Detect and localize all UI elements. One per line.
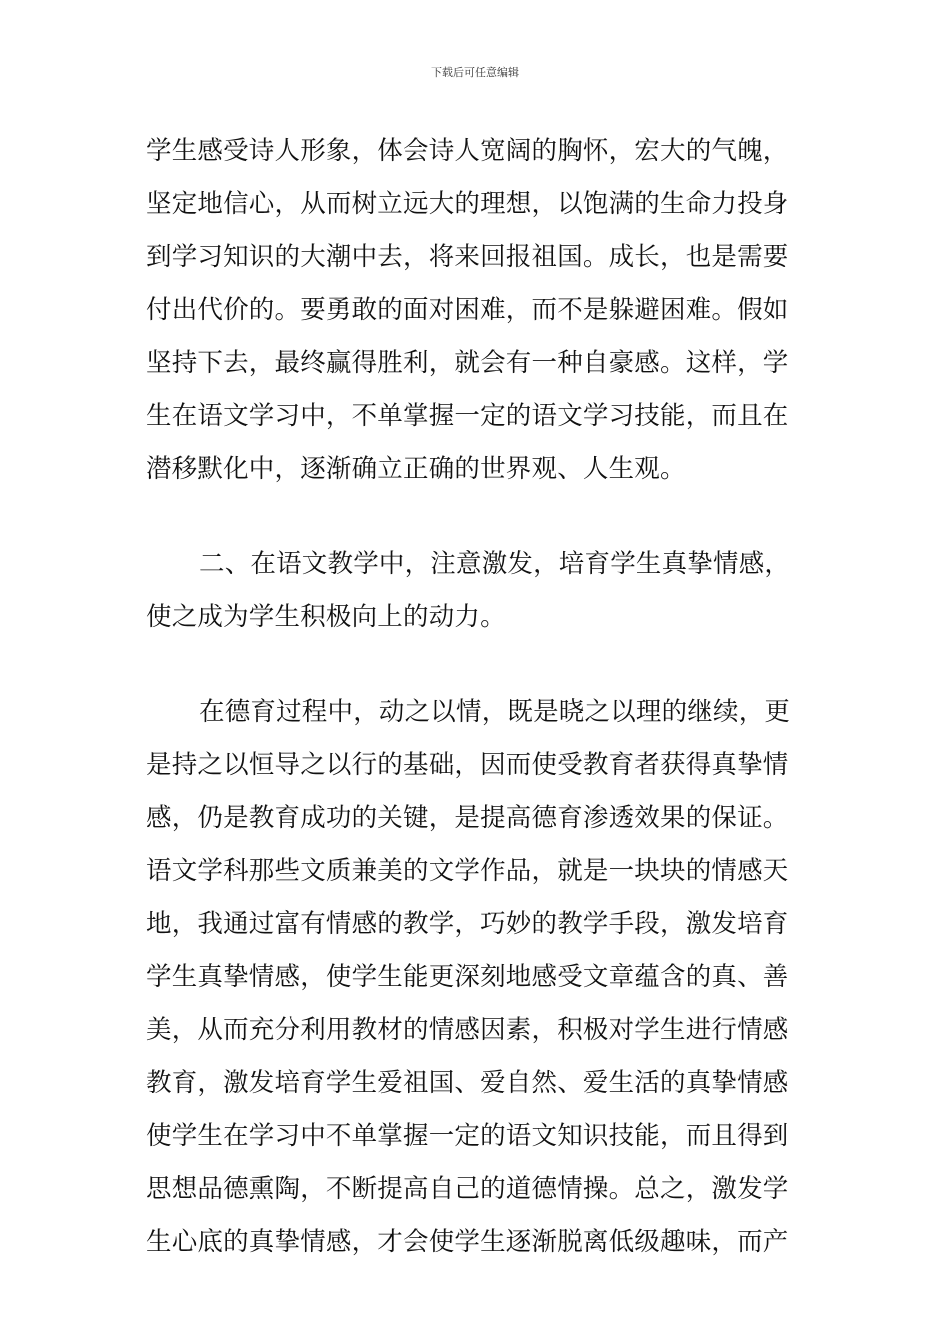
heading-line: 使之成为学生积极向上的动力。 <box>146 602 506 632</box>
text-line: 付出代价的。要勇敢的面对困难，而不是躲避困难。假如 <box>146 295 789 325</box>
text-line: 到学习知识的大潮中去，将来回报祖国。成长，也是需要 <box>146 242 789 272</box>
text-line: 是持之以恒导之以行的基础，因而使受教育者获得真挚情 <box>146 750 789 780</box>
text-line: 在德育过程中，动之以情，既是晓之以理的继续，更 <box>199 697 791 727</box>
text-line: 感，仍是教育成功的关键，是提高德育渗透效果的保证。 <box>146 803 789 833</box>
text-line: 坚定地信心，从而树立远大的理想，以饱满的生命力投身 <box>146 189 789 219</box>
paragraph-spacer <box>146 653 808 695</box>
text-line: 语文学科那些文质兼美的文学作品，就是一块块的情感天 <box>146 856 789 886</box>
text-line: 思想品德熏陶，不断提高自己的道德情操。总之，激发学 <box>146 1174 789 1204</box>
paragraph-1 <box>146 134 808 505</box>
text-line: 使学生在学习中不单掌握一定的语文知识技能，而且得到 <box>146 1121 789 1151</box>
text-line: 教育，激发培育学生爱祖国、爱自然、爱生活的真挚情感 <box>146 1068 789 1098</box>
text-line: 学生真挚情感，使学生能更深刻地感受文章蕴含的真、善 <box>146 962 789 992</box>
text-line: 生在语文学习中，不单掌握一定的语文学习技能，而且在 <box>146 401 789 431</box>
text-line: 坚持下去，最终赢得胜利，就会有一种自豪感。这样，学 <box>146 348 789 378</box>
text-line: 地，我通过富有情感的教学，巧妙的教学手段，激发培育 <box>146 909 789 939</box>
heading-line: 二、在语文教学中，注意激发，培育学生真挚情感， <box>199 549 791 579</box>
text-line: 学生感受诗人形象，体会诗人宽阔的胸怀，宏大的气魄， <box>146 136 789 166</box>
text-line: 生心底的真挚情感，才会使学生逐渐脱离低级趣味，而产 <box>146 1227 789 1257</box>
paragraph-spacer <box>146 505 808 547</box>
paragraph-3 <box>146 695 808 1278</box>
text-line: 美，从而充分利用教材的情感因素，积极对学生进行情感 <box>146 1015 789 1045</box>
document-body <box>146 134 808 1278</box>
text-line: 潜移默化中，逐渐确立正确的世界观、人生观。 <box>146 454 686 484</box>
page-header-note: 下载后可任意编辑 <box>431 66 519 79</box>
section-heading <box>146 547 808 653</box>
